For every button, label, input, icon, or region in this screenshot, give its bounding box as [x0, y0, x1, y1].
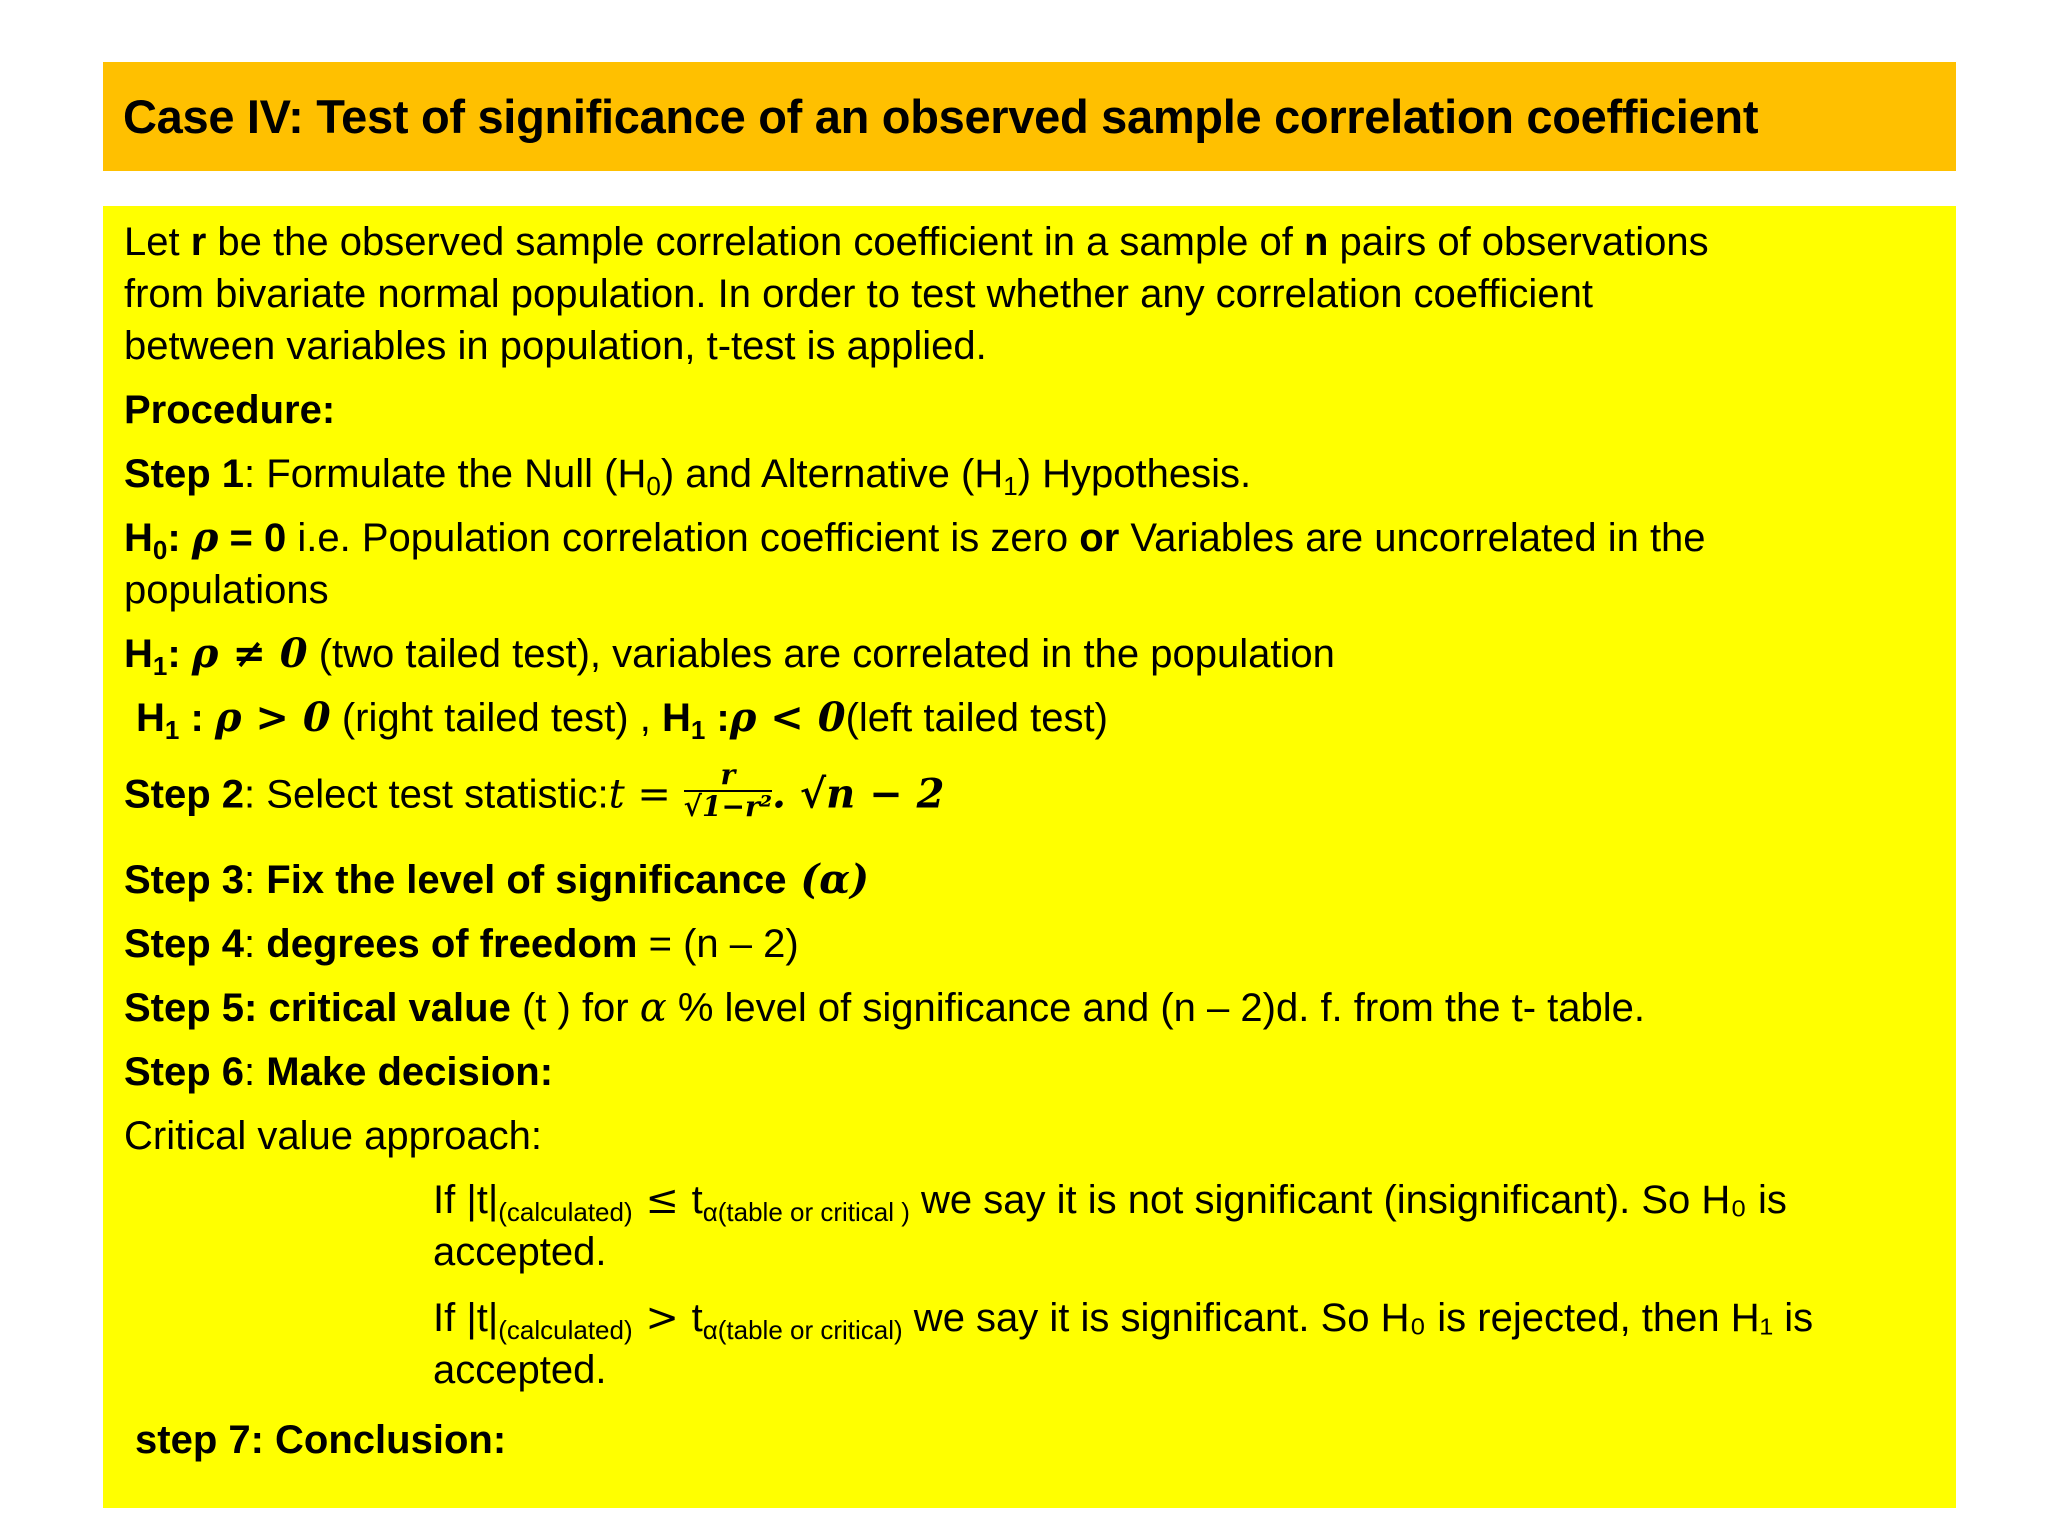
approach-heading: Critical value approach:	[124, 1114, 542, 1158]
step-5	[124, 982, 1645, 1034]
alpha-symbol: (α)	[786, 856, 869, 903]
step-4	[124, 918, 799, 970]
h0-text: Variables are uncorrelated in the	[1119, 516, 1706, 560]
null-hypothesis	[124, 512, 1706, 564]
rule-text: t	[691, 1296, 703, 1340]
step-text: ) Hypothesis.	[1017, 452, 1252, 496]
title-bar	[103, 62, 1956, 171]
var-n: n	[1303, 220, 1329, 264]
step-label: Step 4	[124, 922, 245, 966]
step-text: :	[244, 858, 267, 902]
h-symbol: H	[124, 516, 153, 560]
decision-rule-2-cont: accepted.	[433, 1348, 607, 1392]
colon: :	[167, 632, 192, 676]
fraction	[684, 760, 772, 822]
h-symbol: H	[136, 696, 165, 740]
subscript: 1	[164, 715, 180, 745]
or-word: or	[1079, 516, 1120, 560]
math-expression: ρ < 0	[729, 694, 846, 741]
h-symbol: H	[661, 696, 691, 740]
math-expression: ρ > 0	[214, 694, 331, 741]
fraction-denominator: √1−r²	[683, 790, 773, 823]
step-bold-text: Fix the level of significance	[266, 858, 787, 902]
content-box	[103, 206, 1956, 1508]
subscript: (calculated)	[498, 1197, 633, 1227]
alpha-symbol: α	[639, 985, 667, 1031]
step-label: Step 6	[124, 1050, 245, 1094]
subscript: 0	[646, 471, 661, 501]
step-text: % level of significance and (n – 2)d. f. from the t- table.	[666, 986, 1646, 1030]
step-label: Step 1	[124, 452, 245, 496]
subscript: 0	[152, 535, 168, 565]
alt-hypothesis-two-tailed	[124, 628, 1335, 680]
step-text: :	[244, 1050, 267, 1094]
step-bold-text: critical value	[257, 986, 511, 1030]
decision-rule-1	[433, 1174, 1787, 1226]
null-hypothesis-cont: populations	[124, 568, 329, 612]
operator: >	[632, 1295, 692, 1341]
h0-text: i.e. Population correlation coefficient is zero	[286, 516, 1080, 560]
step-text: = (n – 2)	[637, 922, 799, 966]
alt-hypothesis-one-tailed	[136, 692, 1108, 744]
rule-text: we say it is significant. So H₀ is rejected, then H₁ is	[902, 1296, 1814, 1340]
step-bold-text: degrees of freedom	[266, 922, 638, 966]
intro-line-3: between variables in population, t-test is applied.	[124, 324, 987, 368]
step-text: :	[244, 922, 267, 966]
rule-text: If |t|	[433, 1296, 499, 1340]
subscript: α(table or critical )	[702, 1197, 910, 1227]
colon: :	[167, 516, 192, 560]
subscript: 1	[152, 651, 168, 681]
page-title: Case IV: Test of significance of an observed sample correlation coefficient	[123, 90, 1759, 143]
step-text: (t ) for	[510, 986, 640, 1030]
rho-symbol: ρ	[191, 514, 219, 561]
step-1	[124, 448, 1251, 500]
subscript: 1	[1003, 471, 1018, 501]
h1-text: (left tailed test)	[845, 696, 1108, 740]
decision-rule-1-cont: accepted.	[433, 1230, 607, 1274]
step-label: Step 3	[124, 858, 245, 902]
operator: ≤	[632, 1177, 692, 1223]
subscript: (calculated)	[498, 1315, 633, 1345]
h1-text: (right tailed test) ,	[330, 696, 662, 740]
equals-sign: =	[624, 771, 684, 818]
step-label: Step 5:	[124, 986, 258, 1030]
rule-text: If |t|	[433, 1178, 499, 1222]
subscript: α(table or critical)	[702, 1315, 903, 1345]
intro-line-1	[124, 216, 1709, 268]
subscript: 1	[690, 715, 706, 745]
step-text: : Select test statistic:	[244, 772, 609, 817]
intro-text: pairs of observations	[1328, 220, 1709, 264]
decision-rule-2	[433, 1292, 1813, 1344]
h-symbol: H	[124, 632, 153, 676]
var-r: r	[190, 220, 207, 264]
step-text: : Formulate the Null (H	[244, 452, 647, 496]
sqrt-expression: . √n − 2	[772, 770, 945, 818]
step-bold-text: Make decision:	[266, 1050, 554, 1094]
procedure-heading: Procedure:	[124, 388, 336, 432]
step-label: Step 2	[124, 772, 245, 817]
t-symbol: t	[608, 771, 625, 818]
step-2	[124, 758, 945, 828]
step-7: step 7: Conclusion:	[135, 1418, 507, 1462]
fraction-numerator: r	[684, 760, 772, 792]
step-3	[124, 854, 869, 906]
colon: :	[179, 696, 215, 740]
step-text: ) and Alternative (H	[660, 452, 1004, 496]
step-6	[124, 1046, 553, 1098]
colon: :	[705, 696, 730, 740]
math-expression: ρ ≠ 0	[191, 630, 308, 677]
equals-zero: = 0	[218, 516, 287, 560]
intro-text: Let	[124, 220, 191, 264]
intro-line-2: from bivariate normal population. In order to test whether any correlation coefficient	[124, 272, 1593, 316]
intro-text: be the observed sample correlation coefficient in a sample of	[206, 220, 1304, 264]
h1-text: (two tailed test), variables are correlated in the population	[307, 632, 1335, 676]
rule-text: t	[691, 1178, 703, 1222]
rule-text: we say it is not significant (insignificant). So H₀ is	[909, 1178, 1787, 1222]
